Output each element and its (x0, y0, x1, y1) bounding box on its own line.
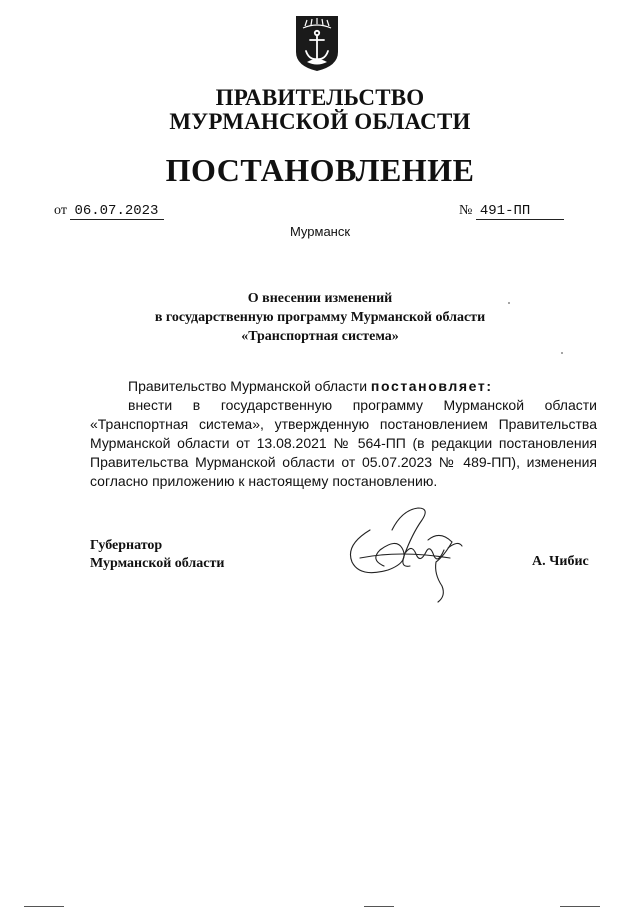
document-type-title: ПОСТАНОВЛЕНИЕ (165, 152, 475, 188)
signer-name: А. Чибис (532, 554, 589, 569)
date-row (54, 202, 164, 220)
number-row (459, 202, 564, 220)
resolution-intro (128, 377, 598, 396)
scan-speck (508, 302, 510, 304)
signer-title-line2: Мурманской области (90, 556, 225, 571)
org-name-line1: ПРАВИТЕЛЬСТВО (215, 85, 425, 110)
document-date: 06.07.2023 (70, 203, 164, 220)
footer-mark (364, 906, 394, 907)
signer-title-line1: Губернатор (90, 538, 163, 553)
number-prefix: № (459, 203, 473, 218)
date-prefix: от (54, 203, 67, 218)
footer-mark (24, 906, 64, 907)
intro-keyword: постановляет: (370, 378, 493, 394)
footer-mark (560, 906, 600, 907)
subject-line2: в государственную программу Мурманской области (154, 310, 486, 325)
city-name: Мурманск (289, 224, 351, 239)
intro-text: Правительство Мурманской области (128, 378, 371, 394)
scan-speck (561, 352, 563, 354)
subject-line3: «Транспортная система» (241, 329, 399, 344)
murmansk-coat-of-arms-icon (293, 14, 341, 72)
org-name-line2: МУРМАНСКОЙ ОБЛАСТИ (169, 109, 471, 134)
handwritten-signature (340, 500, 470, 605)
resolution-paragraph: внести в государственную программу Мурманской области «Транспортная система», утвержденную постановлением Правительства Мурманской области от 13.08.2021 № 564-ПП (в редакции постановления Правительства Мурманской области от 05.07.2023 № 489-ПП), изменения согласно приложению к настоящему постановлению. (90, 397, 597, 489)
document-number: 491-ПП (476, 203, 564, 220)
subject-line1: О внесении изменений (247, 291, 393, 306)
